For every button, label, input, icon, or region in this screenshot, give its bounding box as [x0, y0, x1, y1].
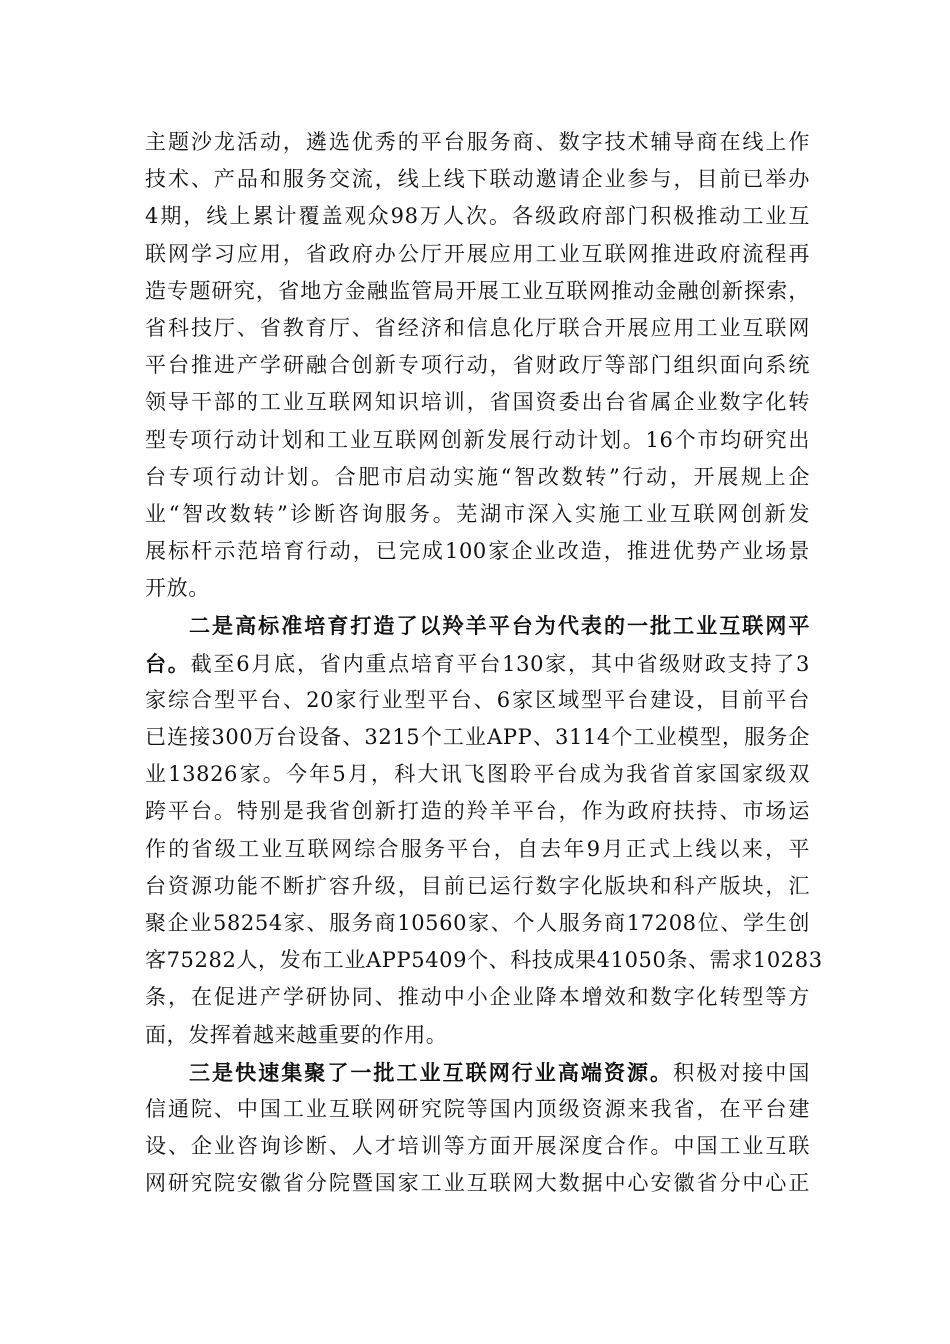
text-line	[145, 1128, 810, 1165]
line-text: 造专题研究，省地方金融监管局开展工业互联网推动金融创新探索，	[145, 278, 810, 303]
text-line	[145, 868, 810, 905]
line-text: 联网学习应用，省政府办公厅开展应用工业互联网推进政府流程再	[145, 241, 810, 266]
text-line	[145, 793, 810, 830]
line-text: 已连接300万台设备、3215个工业APP、3114个工业模型，服务企	[145, 725, 810, 749]
text-line	[145, 533, 810, 570]
text-line	[145, 831, 810, 868]
text-line	[145, 570, 810, 607]
line-text: 开放。	[145, 576, 210, 601]
line-text: 条，在促进产学研协同、推动中小企业降本增效和数字化转型等方	[145, 985, 810, 1010]
text-line	[145, 384, 810, 421]
line-text: 作的省级工业互联网综合服务平台，自去年9月正式上线以来，平	[145, 836, 810, 861]
text-line	[145, 756, 810, 793]
line-text: 设、企业咨询诊断、人才培训等方面开展深度合作。中国工业互联	[145, 1134, 810, 1159]
bold-lead-text: 三是快速集聚了一批工业互联网行业高端资源。	[189, 1059, 674, 1085]
text-line	[145, 682, 810, 719]
text-line	[145, 979, 810, 1016]
line-text: 型专项行动计划和工业互联网创新发展行动计划。16个市均研究出	[145, 427, 810, 452]
line-text: 客75282人，发布工业APP5409个、科技成果41050条、需求10283	[145, 948, 823, 973]
line-text: 平台推进产学研融合创新专项行动，省财政厅等部门组织面向系统	[145, 353, 810, 378]
text-line	[145, 719, 810, 756]
text-line	[145, 1017, 810, 1054]
text-line	[145, 942, 823, 979]
bold-lead-text: 二是高标准培育打造了以羚羊平台为代表的一批工业互联网平	[189, 613, 810, 639]
text-line	[145, 236, 810, 273]
line-text: 台资源功能不断扩容升级，目前已运行数字化版块和科产版块，汇	[145, 873, 810, 898]
text-line	[145, 347, 810, 384]
line-text: 台专项行动计划。合肥市启动实施“智改数转”行动，开展规上企	[145, 464, 810, 489]
line-text: 业13826家。今年5月，科大讯飞图聆平台成为我省首家国家级双	[145, 762, 810, 787]
line-text: 聚企业58254家、服务商10560家、个人服务商17208位、学生创	[145, 910, 810, 935]
line-text: 网研究院安徽省分院暨国家工业互联网大数据中心安徽省分中心正	[145, 1171, 810, 1196]
text-line	[145, 1091, 810, 1128]
text-line	[145, 273, 810, 310]
bold-lead-text: 台。	[145, 650, 191, 676]
line-text: 跨平台。特别是我省创新打造的羚羊平台，作为政府扶持、市场运	[145, 799, 810, 824]
text-line	[145, 459, 810, 496]
line-text: 展标杆示范培育行动，已完成100家企业改造，推进优势产业场景	[145, 539, 810, 564]
text-line	[145, 607, 810, 644]
text-line	[145, 422, 810, 459]
line-text: 信通院、中国工业互联网研究院等国内顶级资源来我省，在平台建	[145, 1096, 810, 1121]
text-line	[145, 1054, 810, 1091]
line-text: 4期，线上累计覆盖观众98万人次。各级政府部门积极推动工业互	[145, 204, 810, 229]
text-line	[145, 124, 810, 161]
line-text: 领导干部的工业互联网知识培训，省国资委出台省属企业数字化转	[145, 390, 810, 415]
line-text: 业“智改数转”诊断咨询服务。芜湖市深入实施工业互联网创新发	[145, 501, 810, 526]
body-text	[145, 124, 823, 1202]
text-line	[145, 310, 810, 347]
line-text: 省科技厅、省教育厅、省经济和信息化厅联合开展应用工业互联网	[145, 315, 810, 340]
text-line	[145, 1165, 810, 1202]
line-text: 面，发挥着越来越重要的作用。	[145, 1022, 448, 1047]
line-text: 家综合型平台、20家行业型平台、6家区域型平台建设，目前平台	[145, 687, 810, 712]
line-text: 技术、产品和服务交流，线上线下联动邀请企业参与，目前已举办	[145, 167, 810, 192]
text-line	[145, 198, 810, 235]
line-text: 主题沙龙活动，遴选优秀的平台服务商、数字技术辅导商在线上作	[145, 130, 810, 154]
text-line	[145, 161, 810, 198]
line-text: 积极对接中国	[673, 1060, 810, 1085]
text-line	[145, 496, 810, 533]
line-text: 截至6月底，省内重点培育平台130家，其中省级财政支持了3	[190, 651, 811, 676]
text-line	[145, 645, 810, 682]
text-line	[145, 905, 810, 942]
